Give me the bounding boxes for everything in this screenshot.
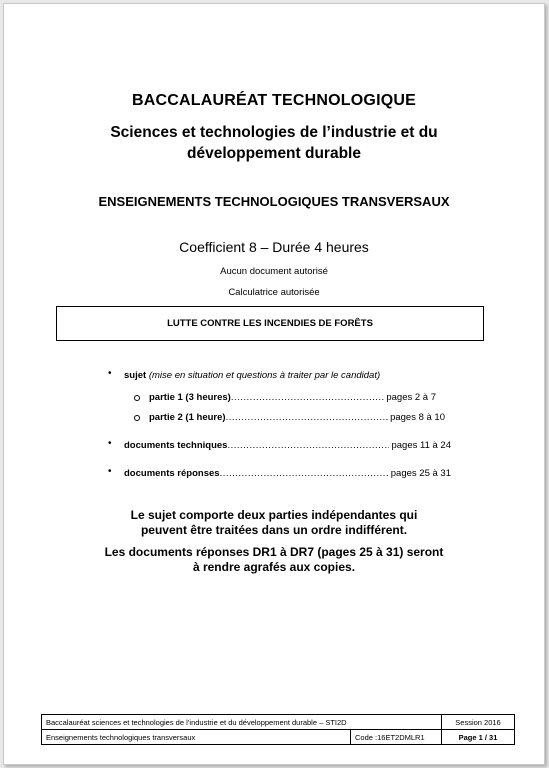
footer-row [42, 730, 515, 745]
dot-leader [220, 468, 389, 479]
notice-line: à rendre agrafés aux copies. [192, 560, 356, 574]
list-item-partie-1 [149, 392, 436, 403]
circle-bullet-icon [134, 415, 140, 421]
item-label: partie 1 (3 heures) [149, 392, 231, 403]
bullet-icon: • [108, 368, 112, 379]
circle-bullet-icon [134, 395, 140, 401]
exam-subtitle-line2: développement durable [187, 145, 361, 162]
footer-table [41, 714, 515, 745]
exam-title: BACCALAURÉAT TECHNOLOGIQUE [131, 92, 416, 109]
item-pages: pages 25 à 31 [390, 468, 451, 479]
subject-title-box [56, 306, 484, 341]
bullet-icon: • [108, 438, 112, 449]
footer-code: Code :16ET2DMLR1 [351, 730, 442, 745]
notice-line: peuvent être traitées dans un ordre indifférent. [140, 523, 408, 537]
footer-session: Session 2016 [442, 715, 515, 730]
document-rule: Aucun document autorisé [220, 266, 328, 277]
sujet-note: (mise en situation et questions à traiter par le candidat) [148, 370, 381, 381]
exam-cover-page [3, 3, 545, 765]
item-label: documents réponses [124, 468, 220, 479]
footer-row [42, 715, 515, 730]
list-item-documents-techniques [124, 440, 451, 451]
list-item-sujet [124, 370, 380, 381]
exam-subtitle-line1: Sciences et technologies de l’industrie et du [110, 124, 438, 141]
item-pages: pages 11 à 24 [391, 440, 451, 451]
section-title: ENSEIGNEMENTS TECHNOLOGIQUES TRANSVERSAUX [98, 194, 450, 209]
answer-documents-notice [4, 545, 544, 575]
dot-leader [227, 440, 389, 451]
list-item-documents-reponses [124, 468, 451, 479]
item-pages: pages 2 à 7 [386, 392, 436, 403]
dot-leader [231, 392, 385, 403]
dot-leader [226, 412, 389, 423]
independent-parts-notice [4, 508, 544, 538]
calculator-rule: Calculatrice autorisée [228, 287, 320, 298]
bullet-icon: • [108, 466, 112, 477]
footer-subject: Enseignements technologiques transversaux [42, 730, 351, 745]
coefficient-duration: Coefficient 8 – Durée 4 heures [179, 239, 369, 255]
item-label: partie 2 (1 heure) [149, 412, 226, 423]
exam-subtitle [4, 122, 544, 164]
footer-exam: Baccalauréat sciences et technologies de l’industrie et du développement durable – STI2D [42, 715, 442, 730]
notice-line: Le sujet comporte deux parties indépendantes qui [130, 508, 418, 522]
item-label: documents techniques [124, 440, 228, 451]
sujet-label: sujet [124, 370, 147, 381]
subject-title: LUTTE CONTRE LES INCENDIES DE FORÊTS [167, 318, 373, 329]
notice-line: Les documents réponses DR1 à DR7 (pages 25 à 31) seront [104, 545, 444, 559]
footer-page: Page 1 / 31 [442, 730, 515, 745]
list-item-partie-2 [149, 412, 445, 423]
item-pages: pages 8 à 10 [390, 412, 445, 423]
